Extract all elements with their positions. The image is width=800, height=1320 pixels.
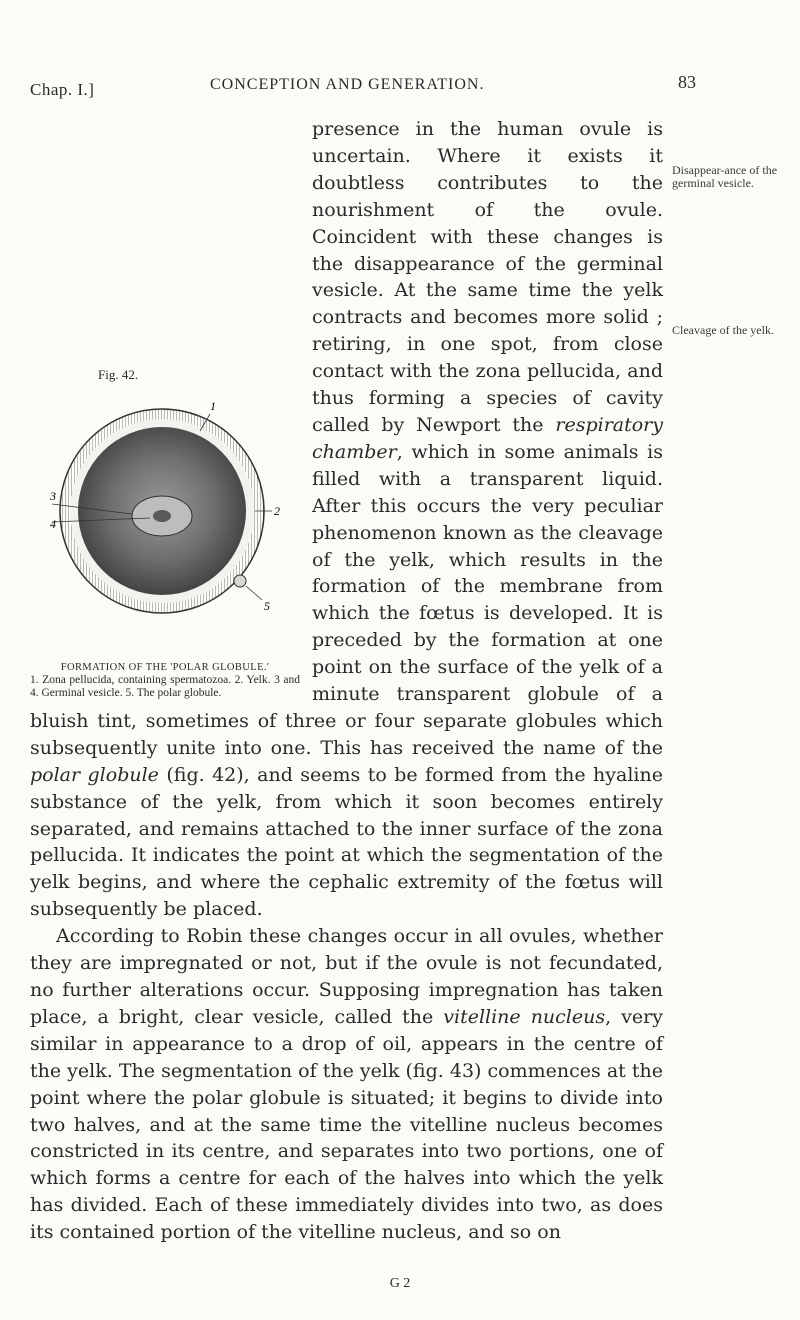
label-1: 1 — [210, 399, 216, 413]
figure-caption-title: FORMATION OF THE 'POLAR GLOBULE.' — [60, 662, 270, 673]
page-number: 83 — [678, 72, 696, 92]
label-2: 2 — [274, 504, 280, 518]
label-5: 5 — [264, 599, 270, 613]
term-respiratory-chamber: respiratory chamber — [312, 413, 663, 463]
paragraph-1-text-c: (fig. 42), and seems to be formed from the hyaline substance of the yelk, from which it soon becomes entirely separated, and remains attached to the inner surface of the zona pellucida. It indicates the point at which the segmentation of the yelk begins, and where the cephalic extremity of the fœtus will subsequently be placed. — [30, 763, 663, 921]
running-title: CONCEPTION AND GENERATION. — [210, 76, 485, 93]
paragraph-1 — [30, 116, 663, 923]
figure-number: Fig. 42. — [98, 367, 139, 382]
chapter-label: Chap. I.] — [30, 80, 95, 99]
figure-caption — [30, 661, 300, 700]
label-3: 3 — [50, 489, 56, 503]
polar-globule-illustration — [50, 376, 290, 631]
running-header — [30, 72, 730, 98]
paragraph-2-text-a: According to Robin these changes occur in all ovules, whether they are impregnated or not, but if the ovule is not fecundated, no further alterations occur. Supposing impregnation has taken place, a bright, clear vesicle, called the — [30, 925, 663, 1028]
figure-42 — [30, 116, 300, 701]
paragraph-2-text-b: , very similar in appearance to a drop of oil, appears in the centre of the yelk. The segmentation of the yelk (fig. 43) commences at the point where the polar globule is situated; it begins to divide into two halves, and at the same time the vitelline nucleus becomes constricted in its centre, and separates into two portions, one of which forms a centre for each of the halves into which the yelk has divided. Each of these immediately divides into two, as does its contained portion of the vitelline nucleus, and so on — [30, 1005, 663, 1244]
side-note-cleavage: Cleavage of the yelk. — [672, 323, 774, 337]
term-polar-globule: polar globule — [30, 763, 159, 786]
figure-caption-body: 1. Zona pellucida, containing spermatozoa. 2. Yelk. 3 and 4. Germinal vesicle. 5. The polar globule. — [30, 674, 300, 699]
paragraph-1-text-a: presence in the human ovule is uncertain. Where it exists it doubtless contributes to the nourishment of the ovule. Coincident with these changes is the disappearance of the germinal vesicle. At the same time the yelk contracts and becomes more solid ; retiring, in one spot, from close contact with the zona pellucida, and thus forming a species of cavity called by Newport the — [312, 118, 663, 436]
side-note-germinal-vesicle: Disappear-ance of the germinal vesicle. — [672, 163, 778, 190]
paragraph-1-text-b: , which in some animals is filled with a transparent liquid. After this occurs the very peculiar phenomenon known as the cleavage of the yelk, which results in the formation of the membrane from which the fœtus is developed. It is preceded by the formation at one point on the surface of the yelk of a minute transparent globule of a bluish tint, sometimes of three or four separate globules which subsequently unite into one. This has received the name of the — [30, 440, 663, 759]
body-text — [30, 116, 663, 1246]
polar-globule — [234, 575, 246, 587]
signature-mark: G 2 — [389, 1276, 411, 1291]
paragraph-2 — [30, 923, 663, 1246]
term-vitelline-nucleus: vitelline nucleus — [443, 1005, 606, 1028]
label-4: 4 — [50, 517, 56, 531]
